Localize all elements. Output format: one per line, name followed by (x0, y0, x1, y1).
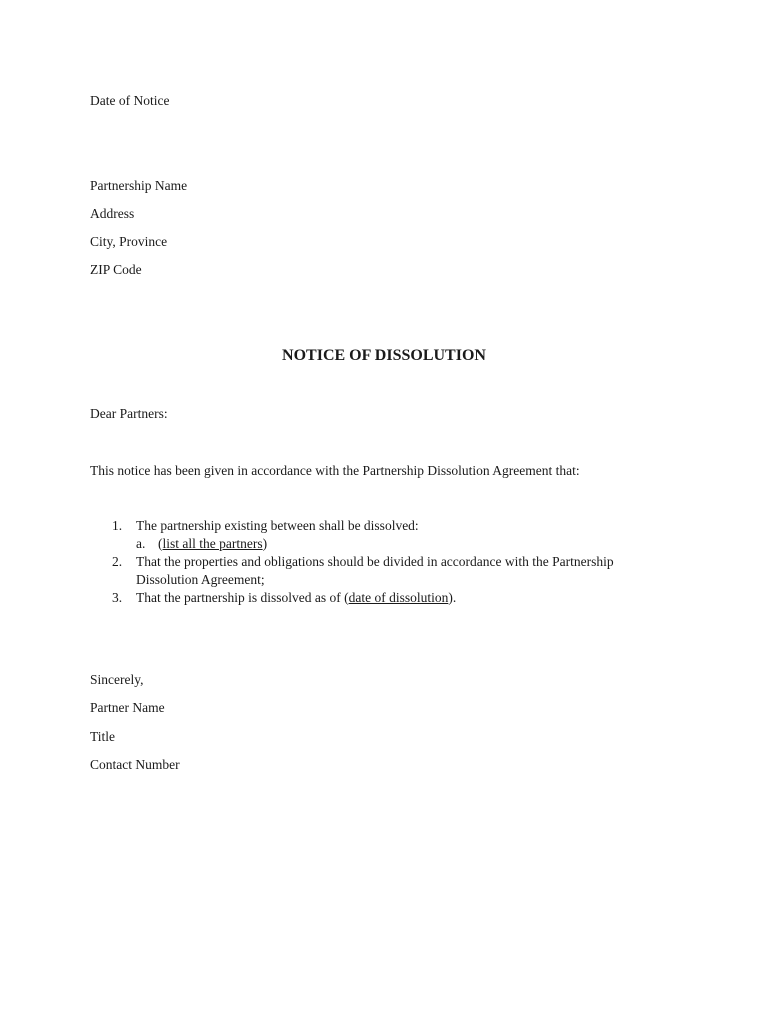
list-item-3-before: That the partnership is dissolved as of ( (136, 590, 349, 605)
list-item-1-number: 1. (112, 518, 123, 533)
list-item-1a-text (158, 535, 267, 553)
dissolution-date-placeholder: date of dissolution (348, 590, 449, 605)
contact-number: Contact Number (90, 757, 180, 772)
list-item-2-line2: Dissolution Agreement; (136, 572, 265, 587)
list-item-3-number: 3. (112, 590, 123, 605)
list-item-3-text (136, 589, 456, 607)
intro-paragraph: This notice has been given in accordance with the Partnership Dissolution Agreement that: (90, 463, 580, 478)
document-title: NOTICE OF DISSOLUTION (282, 347, 486, 364)
date-of-notice: Date of Notice (90, 93, 170, 108)
zip-code: ZIP Code (90, 262, 142, 277)
partnership-name: Partnership Name (90, 178, 188, 193)
list-item-1-text: The partnership existing between shall be dissolved: (136, 518, 419, 533)
close-paren: ) (262, 536, 268, 551)
city-province: City, Province (90, 234, 168, 249)
list-partners-placeholder: list all the partners (162, 536, 263, 551)
salutation: Dear Partners: (90, 406, 168, 421)
list-item-2-number: 2. (112, 554, 123, 569)
partner-title: Title (90, 729, 116, 744)
list-item-3-after: ). (448, 590, 457, 605)
open-paren: ( (158, 536, 163, 551)
list-item-2-line1: That the properties and obligations should be divided in accordance with the Partnership (136, 554, 614, 569)
list-item-1a-number: a. (136, 536, 146, 551)
address: Address (90, 206, 135, 221)
partner-name: Partner Name (90, 700, 165, 715)
closing-sincerely: Sincerely, (90, 672, 144, 687)
